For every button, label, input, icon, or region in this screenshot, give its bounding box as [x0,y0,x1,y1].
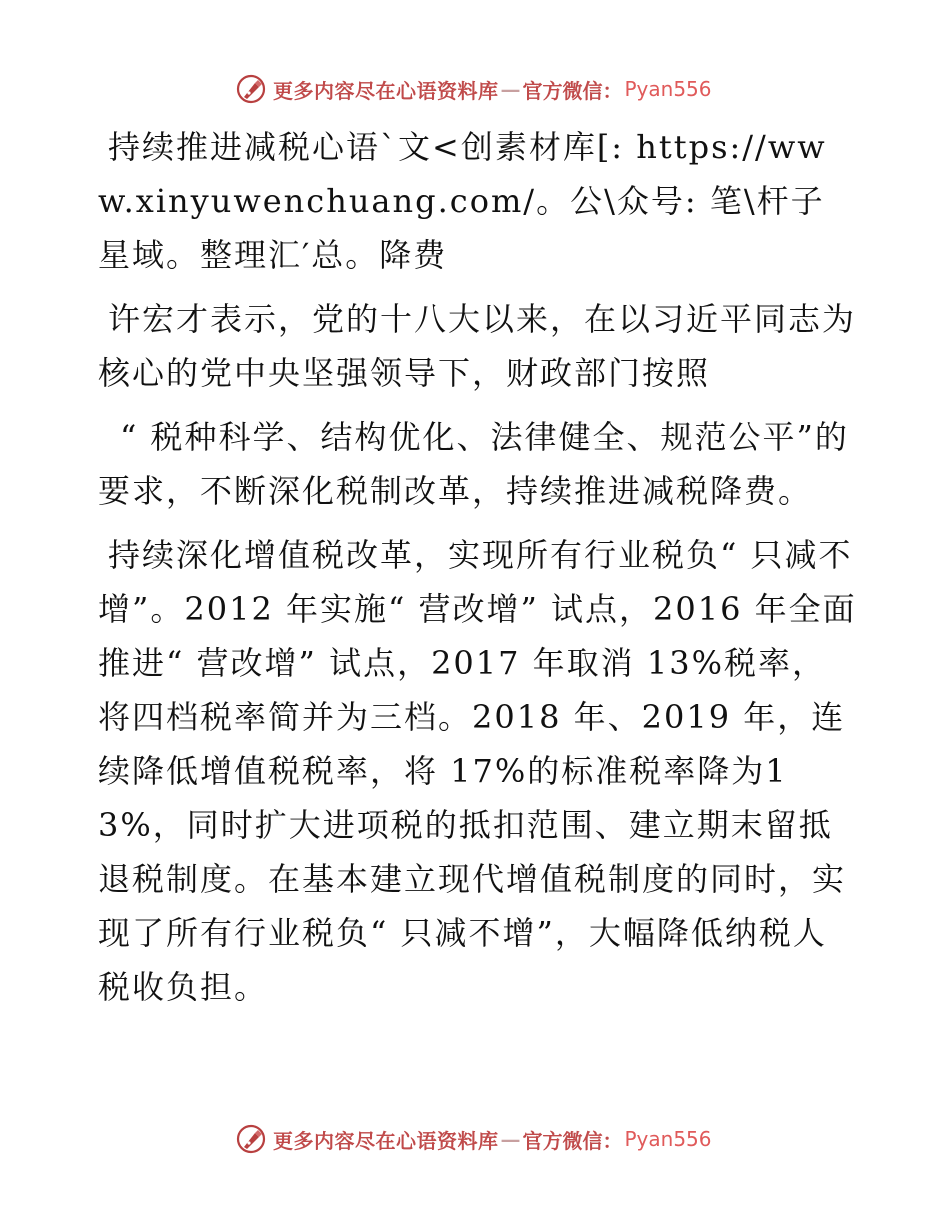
footer-banner [235,1122,712,1156]
paragraph-1: 持续推进减税心语`文<创素材库[: https://www.xinyuwenchuang.com/。公\众号: 笔\杆子星域。整理汇′总。降费 [98,128,827,274]
footer-wechat-label: 官方微信： [522,1128,623,1153]
header-banner-separator: — [500,77,521,101]
footer-wechat-id: Pyan556 [624,1127,712,1151]
footer-banner-separator: — [500,1127,521,1151]
header-wechat-id: Pyan556 [624,77,712,101]
pen-nib-logo-icon [235,1123,267,1155]
header-wechat-label: 官方微信： [522,78,623,103]
header-banner [235,72,712,106]
footer-banner-text: 更多内容尽在心语资料库 [273,1128,499,1153]
pen-nib-logo-icon [235,73,267,105]
paragraph-3: “ 税种科学、结构优化、法律健全、规范公平”的要求，不断深化税制改革，持续推进减税降费。 [98,418,849,510]
paragraph-4: 持续深化增值税改革，实现所有行业税负“ 只减不增”。2012 年实施“ 营改增” 试点，2016 年全面推进“ 营改增” 试点，2017 年取消 13%税率，将四档税率简并为三档。2018 年、2019 年，连续降低增值税税率，将 17%的标准税率降为13%，同时扩大进项税的抵扣范围、建立期末留抵退税制度。在基本建立现代增值税制度的同时，实现了所有行业税负“ 只减不增”，大幅降低纳税人税收负担。 [98,536,857,1006]
document-body [98,120,858,1024]
paragraph-2: 许宏才表示，党的十八大以来，在以习近平同志为核心的党中央坚强领导下，财政部门按照 [98,300,857,392]
header-banner-text: 更多内容尽在心语资料库 [273,78,499,103]
